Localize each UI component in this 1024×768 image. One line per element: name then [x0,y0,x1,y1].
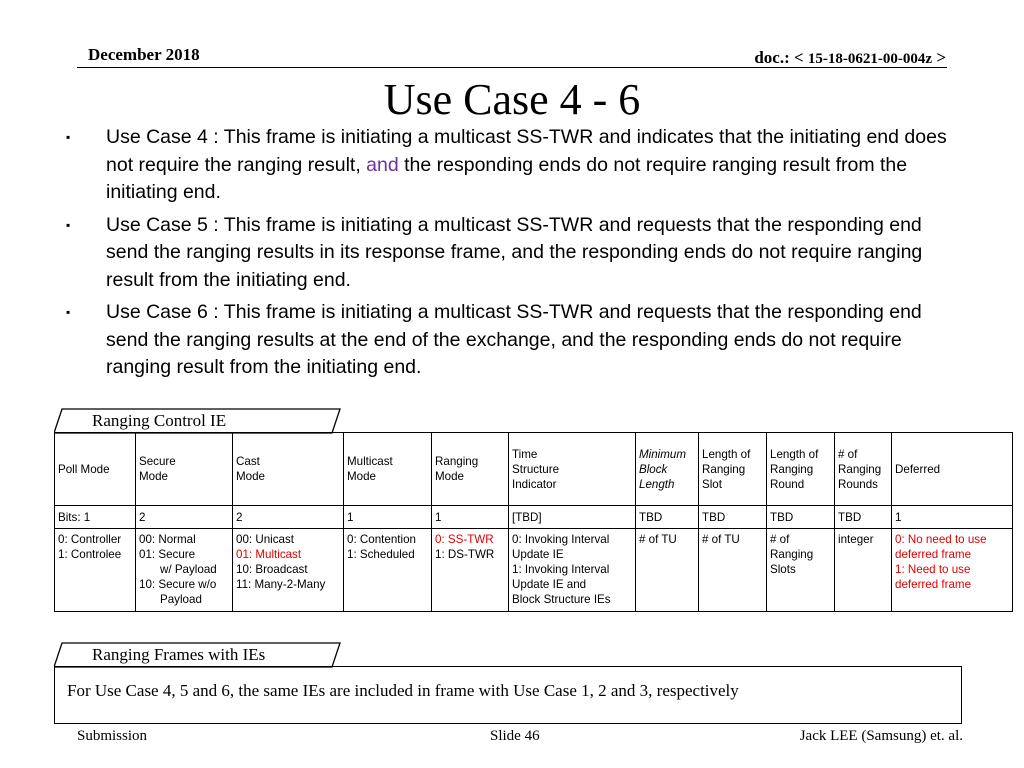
header-secure-mode: Secure Mode [136,433,233,506]
ranging-control-table [54,432,1013,612]
bullet-text: Use Case 6 : This frame is initiating a multicast SS-TWR and requests that the responding end send the ranging results at the end of the exchange, and the responding ends do not require ranging result from the initiating end. [106,301,922,378]
ranging-control-tab [54,408,336,432]
values-slot-length: # of TU [699,529,767,612]
values-min-block-length: # of TU [636,529,699,612]
bullet-square-icon: ▪ [66,130,71,144]
header-num-rounds: # of Ranging Rounds [835,433,892,506]
header-time-structure: Time Structure Indicator [509,433,636,506]
table-bits-row [55,506,1013,529]
doc-number: 15-18-0621-00-004z [807,51,933,67]
bits-cell: 1 [432,506,509,529]
header-round-length: Length of Ranging Round [767,433,835,506]
header-divider [77,67,947,68]
header-slot-length: Length of Ranging Slot [699,433,767,506]
header-min-block-length: Minimum Block Length [636,433,699,506]
bits-cell: 1 [892,506,1013,529]
bits-cell: TBD [636,506,699,529]
ranging-frames-tab [54,642,336,666]
bullet-text: Use Case 4 : This frame is initiating a multicast SS-TWR and indicates that the initiating end does not require the ranging result, [106,126,947,176]
footer-slide-number: Slide 46 [490,728,540,744]
ranging-frames-text: For Use Case 4, 5 and 6, the same IEs are included in frame with Use Case 1, 2 and 3, respectively [67,681,739,700]
bits-cell: 2 [136,506,233,529]
header-date: December 2018 [88,45,200,64]
footer-submission: Submission [77,728,148,744]
header-poll-mode: Poll Mode [55,433,136,506]
values-cast-mode: 00: Unicast 01: Multicast 10: Broadcast 11: Many-2-Many [233,529,344,612]
values-ranging-mode: 0: SS-TWR 1: DS-TWR [432,529,509,612]
doc-prefix: doc.: < [754,48,804,67]
table-values-row [55,529,1013,612]
footer-author: Jack LEE (Samsung) et. al. [799,728,963,744]
header-ranging-mode: Ranging Mode [432,433,509,506]
bits-cell: [TBD] [509,506,636,529]
footer-divider [77,723,947,724]
values-time-structure: 0: Invoking Interval Update IE 1: Invoking Interval Update IE and Block Structure IEs [509,529,636,612]
header-doc-id [754,48,946,68]
header-deferred: Deferred [892,433,1013,506]
bullet-text: the responding ends do not require ranging result from the initiating end. [106,153,908,203]
slide-title: Use Case 4 - 6 [383,75,641,124]
bits-cell: TBD [699,506,767,529]
bits-cell: TBD [835,506,892,529]
values-multicast-mode: 0: Contention 1: Scheduled [344,529,432,612]
values-secure-mode: 00: Normal 01: Secure w/ Payload 10: Secure w/o Payload [136,529,233,612]
values-poll-mode: 0: Controller 1: Controlee [55,529,136,612]
bullet-use-case-6 [66,299,966,382]
bits-cell: 1 [344,506,432,529]
bits-cell: Bits: 1 [55,506,136,529]
header-multicast-mode: Multicast Mode [344,433,432,506]
ranging-control-label: Ranging Control IE [92,411,227,430]
bullet-text: Use Case 5 : This frame is initiating a multicast SS-TWR and requests that the responding end send the ranging results in its response frame, and the responding ends do not require ranging result from the initiating end. [106,213,923,291]
bullet-use-case-5 [66,212,966,295]
bits-cell: 2 [233,506,344,529]
bits-cell: TBD [767,506,835,529]
values-deferred: 0: No need to use deferred frame 1: Need to use deferred frame [892,529,1013,612]
bullet-use-case-4 [66,124,966,207]
values-round-length: # of Ranging Slots [767,529,835,612]
header-cast-mode: Cast Mode [233,433,344,506]
values-num-rounds: integer [835,529,892,612]
bullet-highlight: and [366,153,399,176]
doc-suffix: > [936,48,946,67]
table-header-row [55,433,1013,506]
bullet-square-icon: ▪ [66,217,71,232]
bullet-square-icon: ▪ [66,305,71,319]
ranging-frames-label: Ranging Frames with IEs [92,645,266,664]
bullet-list [66,124,966,387]
